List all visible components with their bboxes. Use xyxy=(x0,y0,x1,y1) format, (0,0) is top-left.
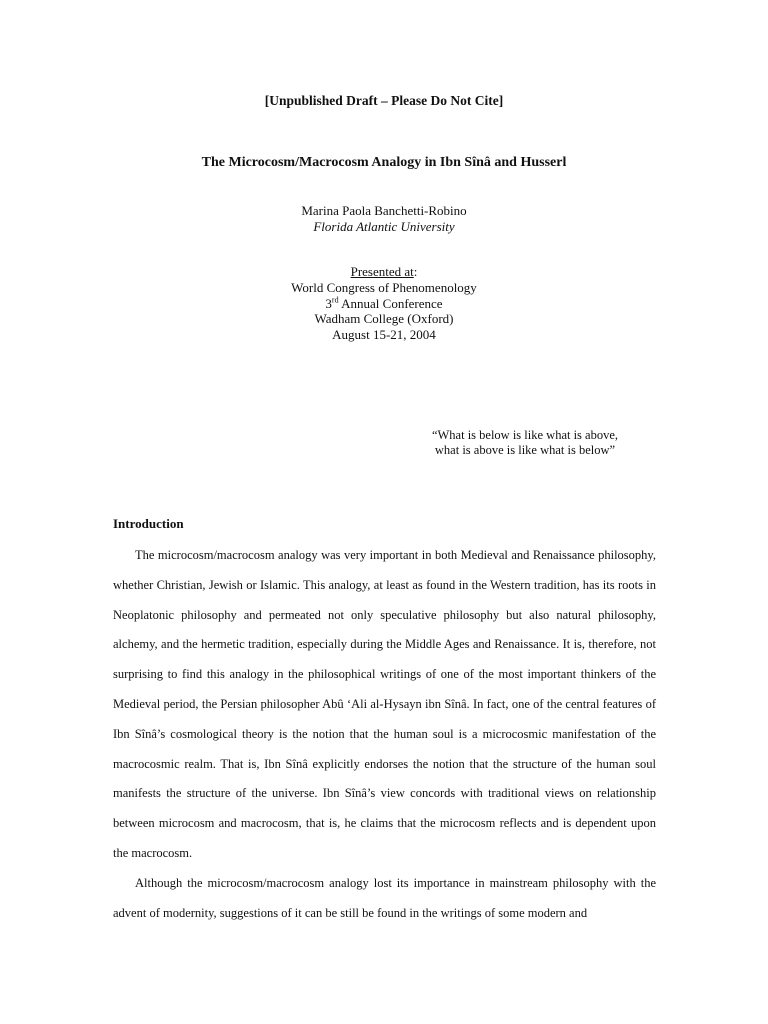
presented-at-colon: : xyxy=(413,264,418,279)
epigraph xyxy=(400,428,650,458)
edition-number: 3 xyxy=(325,295,332,311)
paper-title: The Microcosm/Macrocosm Analogy in Ibn Sînâ and Husserl xyxy=(201,155,567,170)
edition-suffix: rd xyxy=(331,295,339,305)
venue-block xyxy=(0,280,768,342)
presented-at-label: Presented at xyxy=(350,264,414,279)
presented-at xyxy=(0,264,768,280)
author-affiliation: Florida Atlantic University xyxy=(313,219,455,234)
section-heading: Introduction xyxy=(113,516,184,531)
epigraph-line-1: “What is below is like what is above, xyxy=(431,428,619,442)
body-text xyxy=(113,541,656,928)
venue-name: World Congress of Phenomenology xyxy=(291,280,477,295)
paragraph: Although the microcosm/macrocosm analogy lost its importance in mainstream philosophy with the advent of modernity, suggestions of it can be still be found in the writings of some modern and xyxy=(113,875,656,920)
draft-notice: [Unpublished Draft – Please Do Not Cite] xyxy=(264,93,504,108)
venue-dates: August 15-21, 2004 xyxy=(332,326,436,342)
edition-text: Annual Conference xyxy=(338,295,443,311)
epigraph-line-2: what is above is like what is below” xyxy=(434,443,616,457)
venue-edition xyxy=(0,296,768,312)
paragraph: The microcosm/macrocosm analogy was very important in both Medieval and Renaissance philosophy, whether Christian, Jewish or Islamic. This analogy, at least as found in the Western tradition, has its roots in Neoplatonic philosophy and permeated not only speculative philosophy but also natural philosophy, alchemy, and the hermetic tradition, especially during the Middle Ages and Renaissance. It is, therefore, not surprising to find this analogy in the philosophical writings of one of the most important thinkers of the Medieval period, the Persian philosopher Abû ‘Ali al-Hysayn ibn Sînâ. In fact, one of the central features of Ibn Sînâ’s cosmological theory is the notion that the human soul is a microcosmic manifestation of the macrocosmic realm. That is, Ibn Sînâ explicitly endorses the notion that the structure of the human soul manifests the structure of the universe. Ibn Sînâ’s view concords with traditional views on relationship between microcosm and macrocosm, that is, he claims that the microcosm reflects and is dependent upon the macrocosm. xyxy=(113,548,656,860)
author-name: Marina Paola Banchetti-Robino xyxy=(301,203,467,218)
venue-location: Wadham College (Oxford) xyxy=(314,311,454,326)
